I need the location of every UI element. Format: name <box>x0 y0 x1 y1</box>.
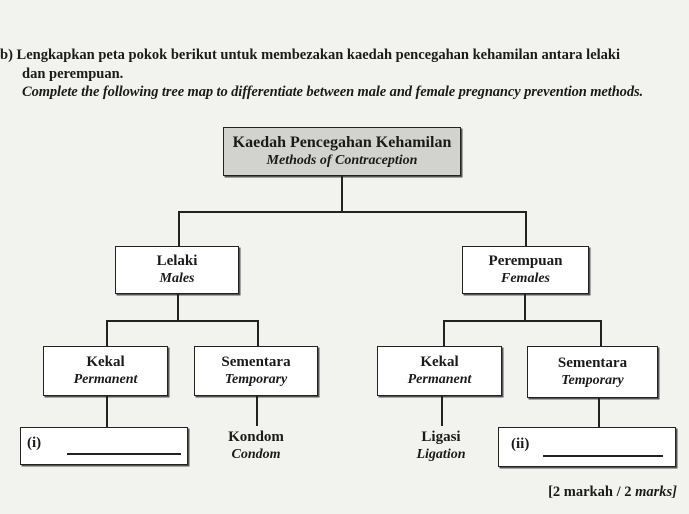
connector <box>257 320 259 346</box>
males-box <box>115 246 239 294</box>
female-temporary-box <box>527 346 658 398</box>
female-permanent-en: Permanent <box>407 372 472 387</box>
male-temporary-en: Temporary <box>224 372 288 387</box>
answer-box-ii[interactable] <box>498 427 676 467</box>
connector <box>341 176 343 212</box>
male-temporary-box <box>194 346 318 396</box>
ligation-ms: Ligasi <box>421 429 461 445</box>
male-permanent-en: Permanent <box>73 372 138 387</box>
connector <box>106 320 108 346</box>
condom-en: Condom <box>231 447 281 462</box>
marks-label <box>548 484 677 501</box>
connector <box>106 320 258 322</box>
connector <box>178 211 526 213</box>
connector <box>600 320 602 346</box>
ligation-label <box>386 428 496 464</box>
root-title-en: Methods of Contraception <box>266 152 418 168</box>
connector <box>443 320 601 322</box>
answer-label-ii: (ii) <box>511 436 530 452</box>
male-temporary-ms: Sementara <box>221 354 291 370</box>
female-permanent-ms: Kekal <box>420 354 459 370</box>
females-box <box>462 246 589 294</box>
male-permanent-box <box>43 346 168 396</box>
question-text-ms: Lengkapkan peta pokok berikut untuk membezakan kaedah pencegahan kehamilan antara lelaki <box>16 47 621 63</box>
connector <box>106 396 108 428</box>
condom-label <box>200 428 312 464</box>
question-line-en: Complete the following tree map to differentiate between male and female pregnancy prevention methods. <box>22 84 644 100</box>
females-en: Females <box>501 271 550 286</box>
marks-ms: [2 markah / 2 <box>548 484 632 500</box>
answer-label-i: (i) <box>27 435 42 451</box>
female-temporary-ms: Sementara <box>557 355 628 371</box>
root-title-ms: Kaedah Pencegahan Kehamilan <box>232 133 452 151</box>
female-permanent-box <box>377 346 502 396</box>
connector <box>178 211 180 246</box>
males-en: Males <box>159 271 195 286</box>
connector <box>256 396 258 426</box>
answer-blank-line-i <box>67 453 181 455</box>
males-ms: Lelaki <box>156 253 198 269</box>
marks-en: marks] <box>635 484 677 500</box>
connector <box>525 211 527 246</box>
root-box <box>223 127 461 176</box>
connector <box>177 294 179 321</box>
condom-ms: Kondom <box>228 429 284 445</box>
question-line-1 <box>0 47 620 64</box>
connector <box>598 398 600 428</box>
question-number: b) <box>0 47 13 63</box>
question-line-2: dan perempuan. <box>22 66 124 82</box>
male-permanent-ms: Kekal <box>86 354 125 370</box>
ligation-en: Ligation <box>416 447 466 462</box>
females-ms: Perempuan <box>488 253 563 269</box>
answer-box-i[interactable] <box>20 427 188 465</box>
connector <box>443 320 445 346</box>
connector <box>441 396 443 426</box>
female-temporary-en: Temporary <box>561 373 624 388</box>
connector <box>524 294 526 321</box>
answer-blank-line-ii <box>543 455 663 457</box>
